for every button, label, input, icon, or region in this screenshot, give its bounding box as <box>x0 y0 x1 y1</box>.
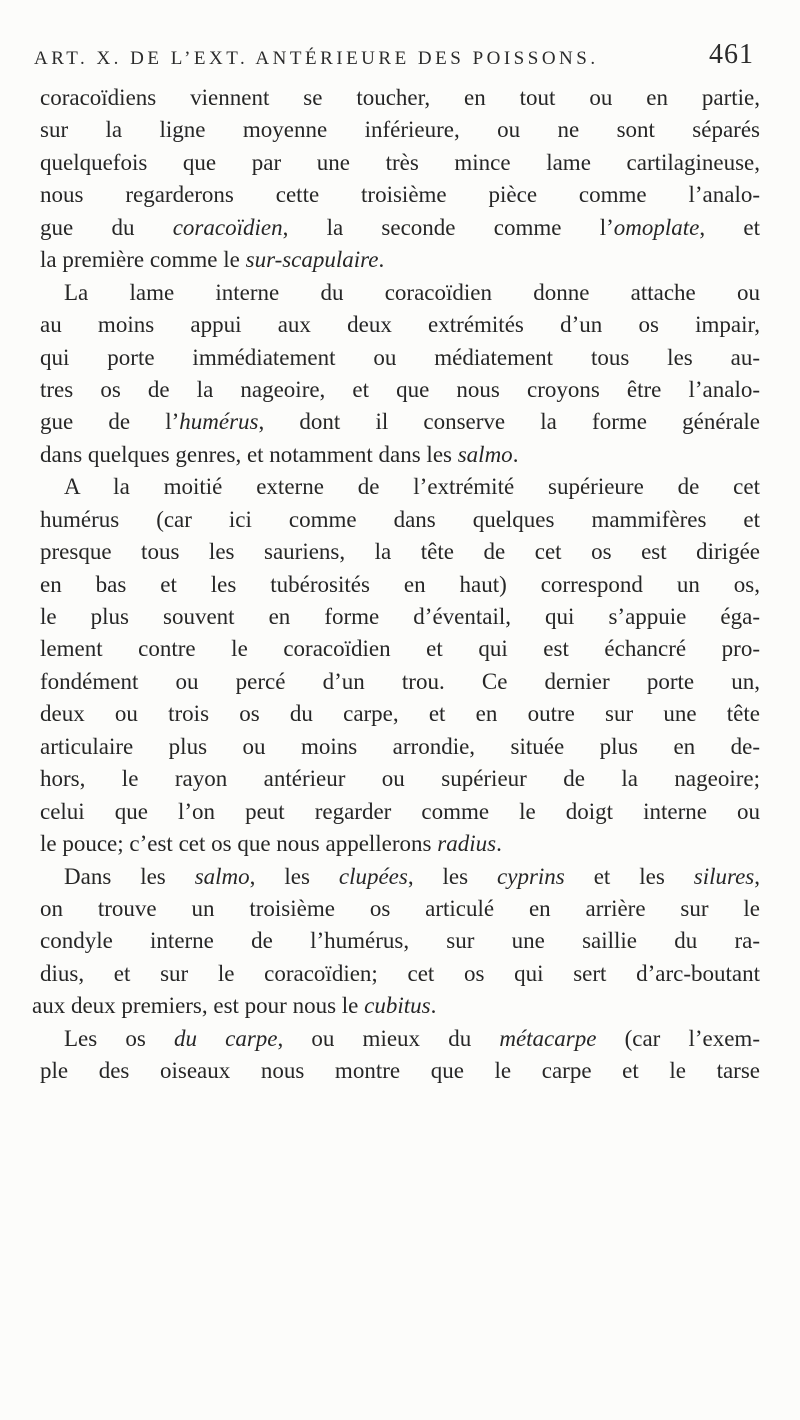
text-line <box>40 439 760 471</box>
text-line <box>40 309 760 341</box>
text-run: , les <box>407 863 498 889</box>
italic-term: silures <box>693 863 755 889</box>
text-run: . <box>512 441 519 467</box>
text-line <box>40 698 760 730</box>
text-line <box>40 796 760 828</box>
body-text <box>32 82 760 1088</box>
text-line <box>40 861 760 893</box>
text-run: articulaire plus ou moins arrondie, située plus en de- <box>40 733 760 759</box>
text-run: dans quelques genres, et notamment dans les <box>40 441 458 467</box>
text-run: dius, et sur le coracoïdien; cet os qui sert d’arc-boutant <box>40 960 760 986</box>
text-run: La lame interne du coracoïdien donne attache ou <box>64 279 760 305</box>
text-run: on trouve un troisième os articulé en arrière sur le <box>40 895 760 921</box>
text-run: Dans les <box>64 863 195 889</box>
text-line <box>40 504 760 536</box>
text-line <box>40 471 760 503</box>
text-run: humérus (car ici comme dans quelques mammifères et <box>40 506 760 532</box>
text-line <box>40 731 760 763</box>
text-line <box>40 179 760 211</box>
text-line <box>40 1023 760 1055</box>
text-run: . <box>378 247 385 273</box>
text-run: , la seconde comme l’ <box>282 214 614 240</box>
text-run: A la moitié externe de l’extrémité supérieure de cet <box>64 474 760 500</box>
text-line <box>40 763 760 795</box>
text-line <box>40 82 760 114</box>
text-run: (car l’exem- <box>596 1025 760 1051</box>
text-line <box>40 925 760 957</box>
text-run: aux deux premiers, est pour nous le <box>32 993 365 1019</box>
italic-term: sur-scapulaire <box>245 247 379 273</box>
text-line <box>40 342 760 374</box>
text-run: Les os <box>64 1025 174 1051</box>
text-run: gue de l’ <box>40 409 180 435</box>
text-run: coracoïdiens viennent se toucher, en tout ou en partie, <box>40 85 760 110</box>
text-run: hors, le rayon antérieur ou supérieur de la nageoire; <box>40 766 760 792</box>
text-run: lement contre le coracoïdien et qui est échancré pro- <box>40 636 760 662</box>
text-line <box>32 990 760 1022</box>
italic-term: omoplate <box>613 214 700 240</box>
text-run: sur la ligne moyenne inférieure, ou ne sont séparés <box>40 117 760 143</box>
text-run: nous regarderons cette troisième pièce comme l’analo- <box>40 182 760 208</box>
text-line <box>40 1055 760 1087</box>
text-line <box>40 147 760 179</box>
italic-term: coracoïdien <box>172 214 283 240</box>
text-run: , <box>754 863 760 889</box>
text-run: , les <box>249 863 339 889</box>
text-run: condyle interne de l’humérus, sur une saillie du ra- <box>40 928 760 954</box>
text-line <box>40 958 760 990</box>
text-run: au moins appui aux deux extrémités d’un os impair, <box>40 312 760 338</box>
text-run: fondément ou percé d’un trou. Ce dernier porte un, <box>40 668 760 694</box>
running-title: ART. X. DE L’EXT. ANTÉRIEURE DES POISSONS. <box>34 48 599 69</box>
text-line <box>40 569 760 601</box>
text-line <box>40 374 760 406</box>
text-run: , et <box>699 214 760 240</box>
italic-term: cubitus <box>364 993 431 1019</box>
italic-term: salmo <box>194 863 250 889</box>
text-run: ple des oiseaux nous montre que le carpe et le tarse <box>40 1058 760 1084</box>
italic-term: radius <box>437 831 497 857</box>
italic-term: cyprins <box>497 863 565 889</box>
italic-term: métacarpe <box>499 1025 597 1051</box>
text-line <box>40 536 760 568</box>
text-run: presque tous les sauriens, la tête de cet os est dirigée <box>40 539 760 565</box>
text-run: , ou mieux du <box>277 1025 500 1051</box>
text-run: . <box>496 831 502 857</box>
page-number: 461 <box>709 39 754 70</box>
text-run: la première comme le <box>40 247 246 273</box>
text-line <box>40 277 760 309</box>
text-run: quelquefois que par une très mince lame cartilagineuse, <box>40 149 760 175</box>
text-line <box>40 828 760 860</box>
italic-term: salmo <box>457 441 513 467</box>
text-run: le pouce; c’est cet os que nous appellerons <box>40 831 438 857</box>
text-run: en bas et les tubérosités en haut) correspond un os, <box>40 571 760 597</box>
text-run: qui porte immédiatement ou médiatement tous les au- <box>40 344 760 370</box>
text-line <box>40 244 760 276</box>
text-run: deux ou trois os du carpe, et en outre sur une tête <box>40 701 760 727</box>
text-line <box>40 601 760 633</box>
italic-term: humérus <box>179 409 259 435</box>
text-run: le plus souvent en forme d’éventail, qui s’appuie éga- <box>40 604 760 629</box>
text-line <box>40 893 760 925</box>
italic-term: clupées <box>338 863 408 889</box>
text-line <box>40 114 760 146</box>
text-run: tres os de la nageoire, et que nous croyons être l’analo- <box>40 376 760 402</box>
text-run: celui que l’on peut regarder comme le doigt interne ou <box>40 798 760 824</box>
text-run: et les <box>564 863 694 889</box>
running-head <box>34 39 754 70</box>
text-run: . <box>430 993 437 1019</box>
text-line <box>40 212 760 244</box>
text-run: , dont il conserve la forme générale <box>258 409 760 435</box>
text-line <box>40 406 760 438</box>
text-line <box>40 633 760 665</box>
text-line <box>40 666 760 698</box>
text-run: gue du <box>40 214 173 240</box>
italic-term: du carpe <box>173 1025 278 1051</box>
